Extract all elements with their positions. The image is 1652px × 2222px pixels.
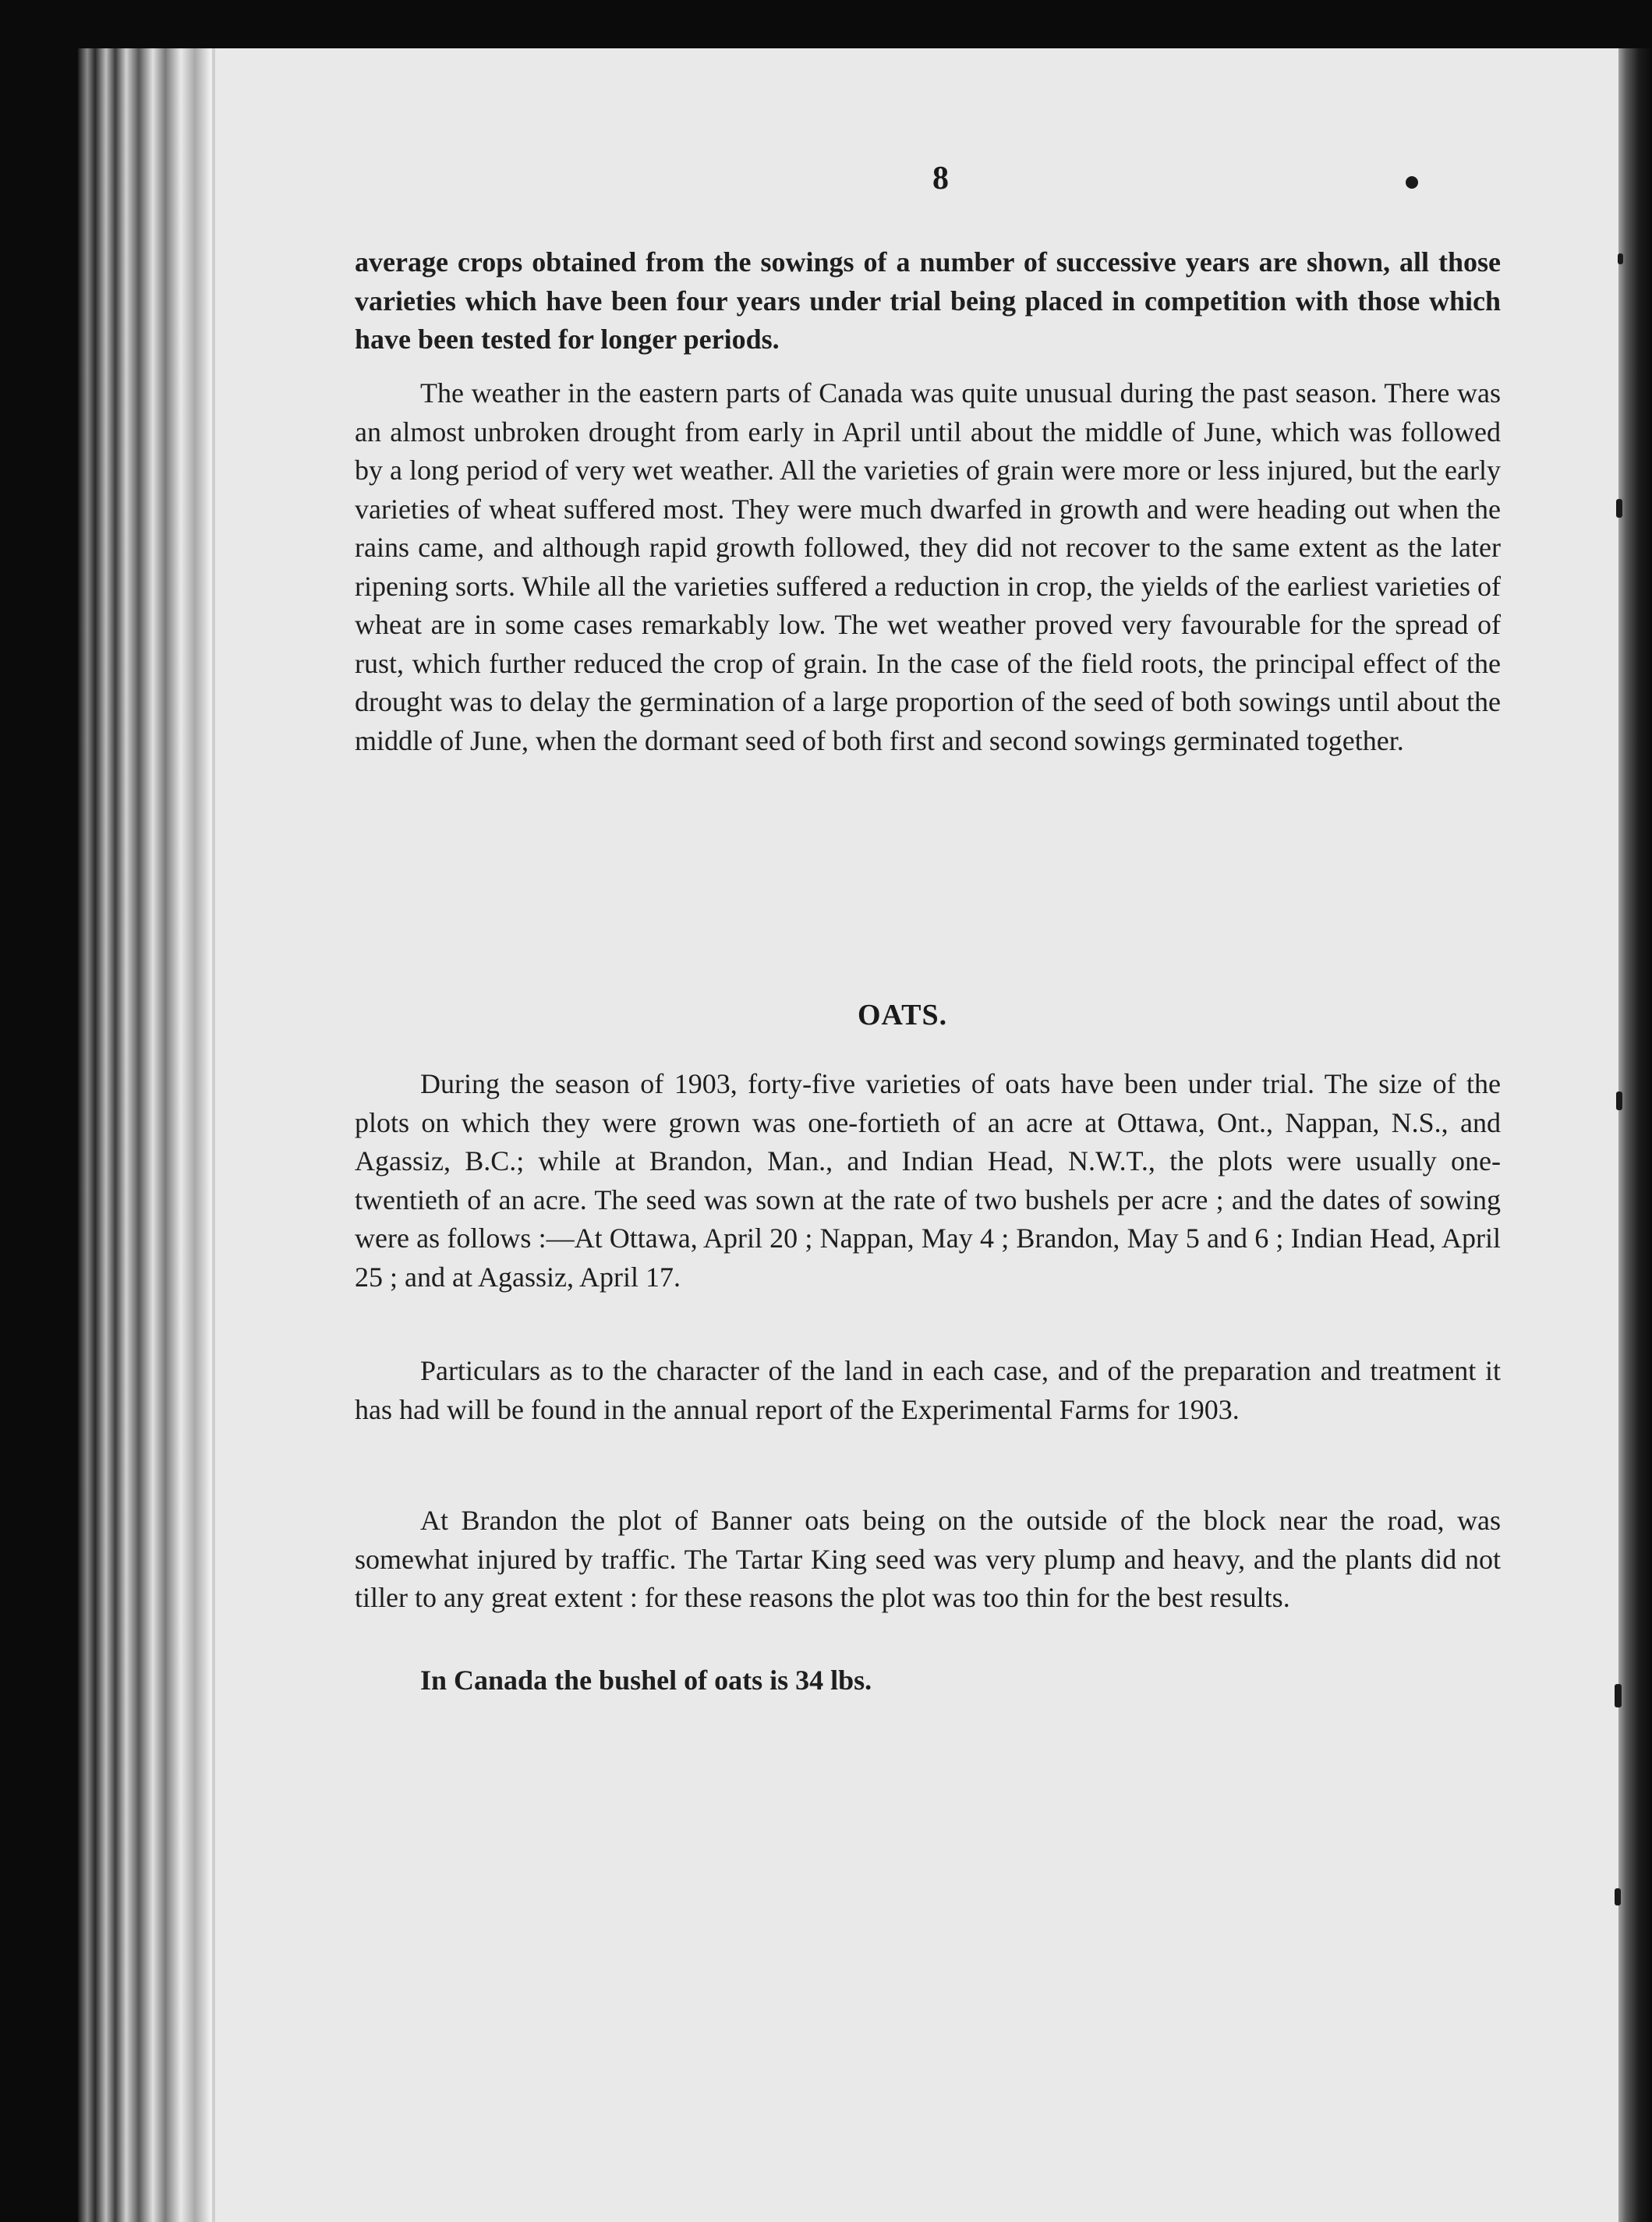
page-number-dot-mark <box>1406 176 1418 189</box>
margin-speck <box>1615 1684 1622 1707</box>
margin-speck <box>1616 1092 1622 1110</box>
margin-speck <box>1615 1888 1621 1905</box>
oats-paragraph-4-text: In Canada the bushel of oats is 34 lbs. <box>420 1665 872 1696</box>
oats-paragraph-4 <box>355 1661 1501 1700</box>
oats-paragraph-2-text: Particulars as to the character of the land in each case, and of the preparation and treatment it has had will be found in the annual report of the Experimental Farms for 1903. <box>355 1355 1501 1425</box>
intro-paragraph-text: average crops obtained from the sowings of a number of successive years are shown, all those varieties which have been four years under trial being placed in competition with those which have been tested for longer periods. <box>355 246 1501 355</box>
section-heading-oats: OATS. <box>858 999 948 1031</box>
page-right-edge <box>1615 48 1652 2222</box>
weather-paragraph <box>355 374 1501 760</box>
oats-paragraph-1-text: During the season of 1903, forty-five varieties of oats have been under trial. The size of the plots on which they were grown was one-fortieth of an acre at Ottawa, Ont., Nappan, N.S., and Agassiz, B.C.; while at Brandon, Man., and Indian Head, N.W.T., the plots were usually one-twentieth of an acre. The seed was sown at the rate of two bushels per acre ; and the dates of sowing were as follows :—At Ottawa, April 20 ; Nappan, May 4 ; Brandon, May 5 and 6 ; Indian Head, April 25 ; and at Agassiz, April 17. <box>355 1068 1501 1293</box>
oats-paragraph-2 <box>355 1352 1501 1429</box>
weather-paragraph-text: The weather in the eastern parts of Canada was quite unusual during the past season. There was an almost unbroken drought from early in April until about the middle of June, which was followed by a long period of very wet weather. All the varieties of grain were more or less injured, but the early varieties of wheat suffered most. They were much dwarfed in growth and were heading out when the rains came, and although rapid growth followed, they did not recover to the same extent as the later ripening sorts. While all the varieties suffered a reduction in crop, the yields of the earliest varieties of wheat are in some cases remarkably low. The wet weather proved very favourable for the spread of rust, which further reduced the crop of grain. In the case of the field roots, the principal effect of the drought was to delay the germination of a large proportion of the seed of both sowings until about the middle of June, when the dormant seed of both first and second sowings germinated together. <box>355 377 1501 756</box>
margin-speck <box>1618 253 1623 264</box>
margin-speck <box>1616 499 1622 518</box>
oats-paragraph-3 <box>355 1502 1501 1618</box>
oats-paragraph-1 <box>355 1065 1501 1297</box>
oats-paragraph-3-text: At Brandon the plot of Banner oats being on the outside of the block near the road, was somewhat injured by traffic. The Tartar King seed was very plump and heavy, and the plants did not tiller to any great extent : for these reasons the plot was too thin for the best results. <box>355 1505 1501 1613</box>
intro-paragraph <box>355 243 1501 359</box>
book-binding-gutter <box>78 48 218 2222</box>
page-number: 8 <box>932 161 949 196</box>
